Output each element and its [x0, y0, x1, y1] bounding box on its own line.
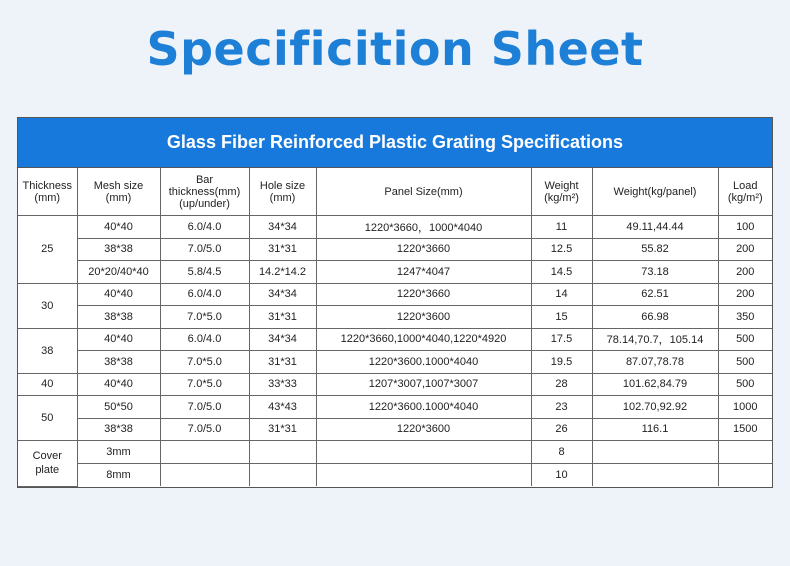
spec-sheet	[17, 117, 773, 488]
panel-cell	[316, 441, 531, 464]
header-bar-thickness: Bar thickness(mm) (up/under)	[160, 168, 249, 216]
bar-cell: 7.0/5.0	[160, 238, 249, 261]
load-cell: 500	[718, 351, 772, 374]
panel-cell: 1207*3007,1007*3007	[316, 373, 531, 396]
weight-panel-cell: 87.07,78.78	[592, 351, 718, 374]
mesh-cell: 40*40	[77, 283, 160, 306]
weight-panel-cell: 62.51	[592, 283, 718, 306]
mesh-cell: 40*40	[77, 373, 160, 396]
thickness-cell: 30	[18, 283, 77, 328]
page-title: Specificition Sheet	[146, 22, 644, 76]
panel-cell: 1220*3660	[316, 283, 531, 306]
thickness-cell: 40	[18, 373, 77, 396]
hole-cell: 31*31	[249, 238, 316, 261]
weight-panel-cell	[592, 441, 718, 464]
thickness-cell: 38	[18, 328, 77, 373]
weight-cell: 28	[531, 373, 592, 396]
weight-cell: 23	[531, 396, 592, 419]
table-row	[18, 261, 772, 284]
mesh-cell: 38*38	[77, 351, 160, 374]
table-row	[18, 441, 772, 464]
mesh-cell: 20*20/40*40	[77, 261, 160, 284]
table-title: Glass Fiber Reinforced Plastic Grating Specifications	[18, 118, 772, 168]
hole-cell: 31*31	[249, 306, 316, 329]
bar-cell: 7.0*5.0	[160, 373, 249, 396]
weight-panel-cell	[592, 464, 718, 487]
weight-cell: 12.5	[531, 238, 592, 261]
load-cell	[718, 441, 772, 464]
panel-cell: 1220*3600	[316, 418, 531, 441]
weight-panel-cell: 102.70,92.92	[592, 396, 718, 419]
table-row	[18, 418, 772, 441]
weight-cell: 14	[531, 283, 592, 306]
table-row	[18, 238, 772, 261]
thickness-cell: 25	[18, 216, 77, 284]
weight-cell: 17.5	[531, 328, 592, 351]
mesh-cell: 38*38	[77, 238, 160, 261]
panel-cell: 1220*3600	[316, 306, 531, 329]
bar-cell: 7.0*5.0	[160, 306, 249, 329]
hole-cell: 34*34	[249, 328, 316, 351]
panel-cell: 1220*3600.1000*4040	[316, 396, 531, 419]
mesh-cell: 8mm	[77, 464, 160, 487]
mesh-cell: 40*40	[77, 216, 160, 239]
header-hole-size: Hole size (mm)	[249, 168, 316, 216]
header-panel-size: Panel Size(mm)	[316, 168, 531, 216]
bar-cell: 6.0/4.0	[160, 216, 249, 239]
weight-cell: 26	[531, 418, 592, 441]
weight-cell: 11	[531, 216, 592, 239]
bar-cell: 7.0/5.0	[160, 396, 249, 419]
load-cell: 350	[718, 306, 772, 329]
load-cell: 200	[718, 261, 772, 284]
hole-cell	[249, 441, 316, 464]
panel-cell: 1220*3660，1000*4040	[316, 216, 531, 239]
weight-cell: 15	[531, 306, 592, 329]
weight-panel-cell: 101.62,84.79	[592, 373, 718, 396]
load-cell: 200	[718, 238, 772, 261]
weight-panel-cell: 66.98	[592, 306, 718, 329]
table-row	[18, 351, 772, 374]
weight-panel-cell: 73.18	[592, 261, 718, 284]
weight-cell: 19.5	[531, 351, 592, 374]
weight-panel-cell: 116.1	[592, 418, 718, 441]
table-row	[18, 216, 772, 239]
header-weight: Weight (kg/m²)	[531, 168, 592, 216]
mesh-cell: 50*50	[77, 396, 160, 419]
weight-panel-cell: 78.14,70.7，105.14	[592, 328, 718, 351]
hole-cell: 31*31	[249, 351, 316, 374]
mesh-cell: 38*38	[77, 418, 160, 441]
bar-cell: 6.0/4.0	[160, 328, 249, 351]
panel-cell: 1247*4047	[316, 261, 531, 284]
header-thickness: Thickness (mm)	[18, 168, 77, 216]
mesh-cell: 3mm	[77, 441, 160, 464]
table-row	[18, 464, 772, 487]
header-mesh-size: Mesh size (mm)	[77, 168, 160, 216]
hole-cell: 33*33	[249, 373, 316, 396]
header-row	[18, 168, 772, 216]
weight-cell: 8	[531, 441, 592, 464]
weight-cell: 10	[531, 464, 592, 487]
table-row	[18, 396, 772, 419]
mesh-cell: 40*40	[77, 328, 160, 351]
panel-cell: 1220*3660	[316, 238, 531, 261]
weight-cell: 14.5	[531, 261, 592, 284]
bar-cell: 7.0*5.0	[160, 351, 249, 374]
bar-cell	[160, 441, 249, 464]
weight-panel-cell: 49.11,44.44	[592, 216, 718, 239]
hole-cell: 14.2*14.2	[249, 261, 316, 284]
hole-cell: 31*31	[249, 418, 316, 441]
thickness-cell: 50	[18, 396, 77, 441]
panel-cell: 1220*3660,1000*4040,1220*4920	[316, 328, 531, 351]
load-cell	[718, 464, 772, 487]
header-load: Load (kg/m²)	[718, 168, 772, 216]
spec-table	[18, 168, 772, 487]
load-cell: 200	[718, 283, 772, 306]
panel-cell: 1220*3600.1000*4040	[316, 351, 531, 374]
table-row	[18, 283, 772, 306]
header-weight-panel: Weight(kg/panel)	[592, 168, 718, 216]
mesh-cell: 38*38	[77, 306, 160, 329]
panel-cell	[316, 464, 531, 487]
hole-cell	[249, 464, 316, 487]
hole-cell: 34*34	[249, 216, 316, 239]
table-row	[18, 373, 772, 396]
bar-cell: 6.0/4.0	[160, 283, 249, 306]
cover-plate-cell: Cover plate	[18, 441, 77, 487]
bar-cell: 7.0/5.0	[160, 418, 249, 441]
load-cell: 100	[718, 216, 772, 239]
bar-cell	[160, 464, 249, 487]
load-cell: 1500	[718, 418, 772, 441]
weight-panel-cell: 55.82	[592, 238, 718, 261]
hole-cell: 34*34	[249, 283, 316, 306]
hole-cell: 43*43	[249, 396, 316, 419]
table-row	[18, 328, 772, 351]
bar-cell: 5.8/4.5	[160, 261, 249, 284]
load-cell: 500	[718, 373, 772, 396]
load-cell: 1000	[718, 396, 772, 419]
table-row	[18, 306, 772, 329]
load-cell: 500	[718, 328, 772, 351]
